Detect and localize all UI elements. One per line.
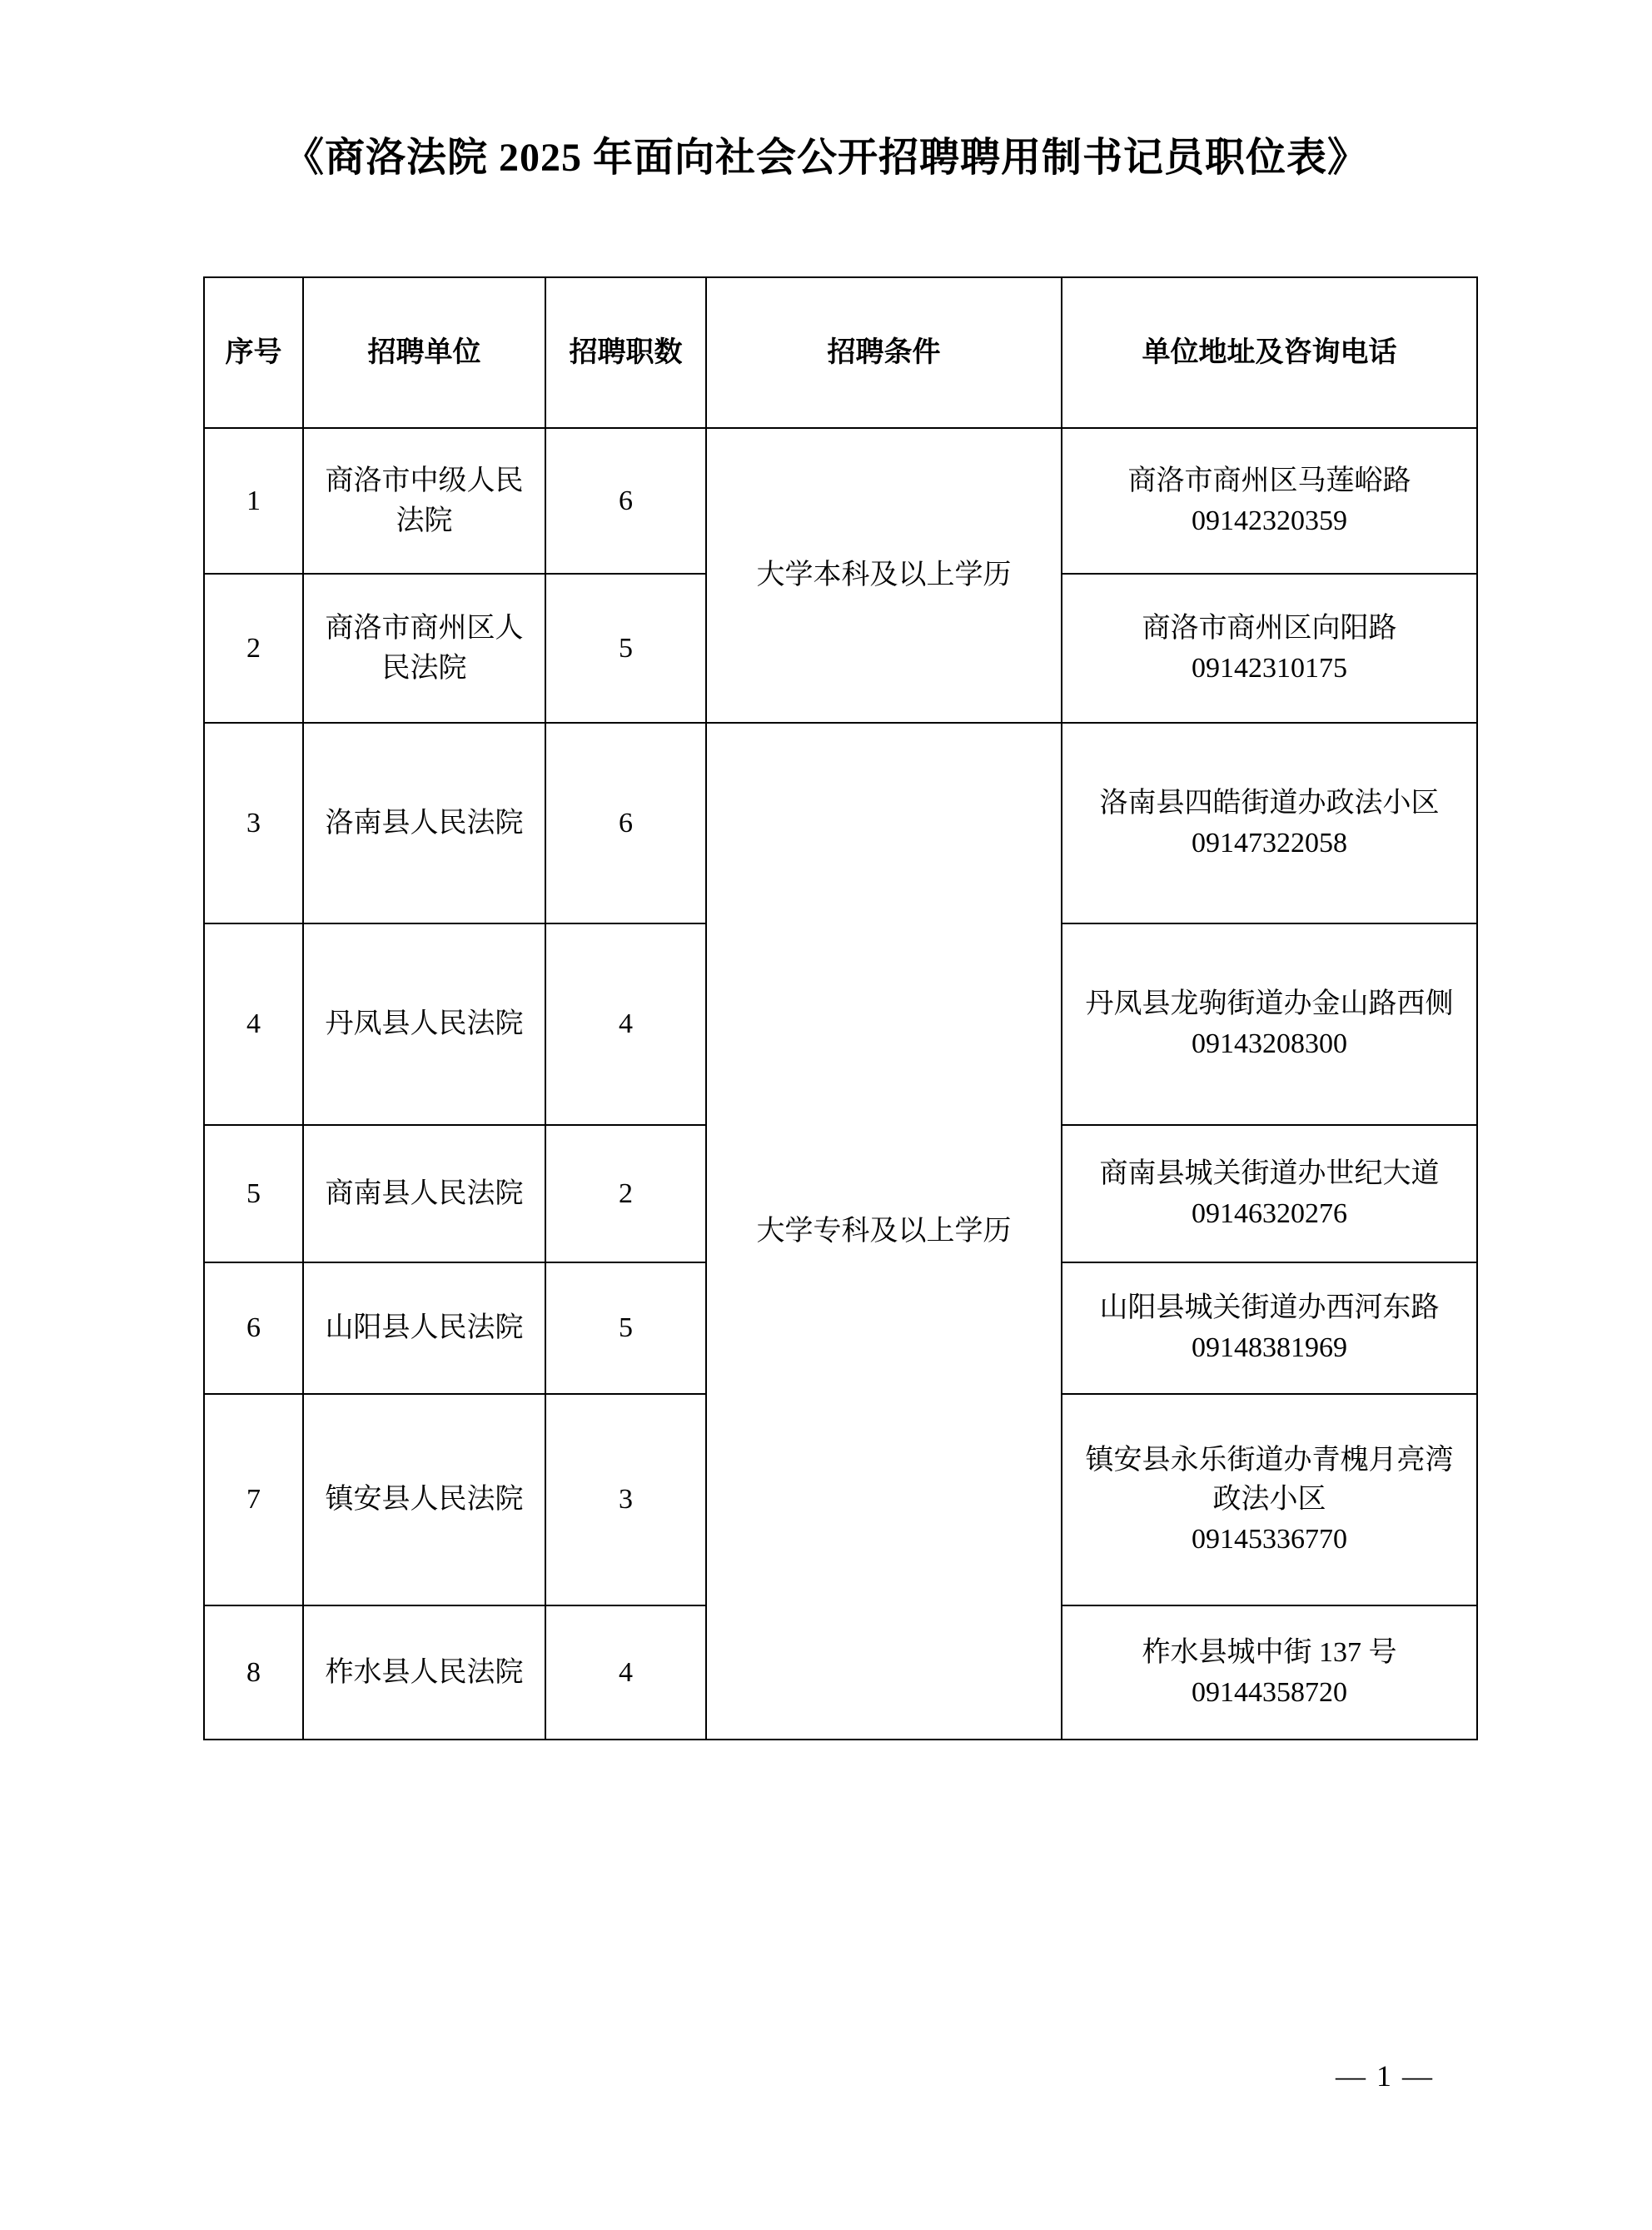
- recruitment-table: [203, 276, 1478, 1740]
- header-condition: 招聘条件: [706, 277, 1062, 428]
- cell-unit: 商洛市商州区人民法院: [303, 574, 545, 723]
- cell-unit: 洛南县人民法院: [303, 723, 545, 923]
- cell-count: 2: [545, 1125, 706, 1262]
- cell-unit: 柞水县人民法院: [303, 1605, 545, 1740]
- address-text: 商洛市商州区马莲峪路: [1127, 465, 1411, 496]
- cell-unit: 丹凤县人民法院: [303, 923, 545, 1125]
- cell-condition-group-2: 大学专科及以上学历: [706, 723, 1062, 1740]
- cell-unit: 山阳县人民法院: [303, 1262, 545, 1394]
- table-header-row: [204, 277, 1477, 428]
- cell-address: [1062, 428, 1477, 574]
- address-text: 洛南县四皓街道办政法小区: [1099, 787, 1440, 819]
- cell-seq: 3: [204, 723, 303, 923]
- cell-address: [1062, 1394, 1477, 1605]
- cell-seq: 8: [204, 1605, 303, 1740]
- cell-seq: 6: [204, 1262, 303, 1394]
- phone-text: 09148381969: [1192, 1332, 1347, 1363]
- cell-unit: 镇安县人民法院: [303, 1394, 545, 1605]
- address-text: 丹凤县龙驹街道办金山路西侧: [1085, 988, 1454, 1020]
- cell-address: [1062, 723, 1477, 923]
- cell-count: 5: [545, 1262, 706, 1394]
- page-number: — 1 —: [1336, 2059, 1434, 2093]
- document-title: 《商洛法院 2025 年面向社会公开招聘聘用制书记员职位表》: [283, 136, 1368, 180]
- address-text: 商南县城关街道办世纪大道: [1099, 1157, 1440, 1189]
- header-count: 招聘职数: [545, 277, 706, 428]
- phone-text: 09147322058: [1192, 827, 1347, 859]
- phone-text: 09146320276: [1192, 1197, 1347, 1229]
- phone-text: 09145336770: [1192, 1523, 1347, 1555]
- table-row: [204, 723, 1477, 923]
- cell-address: [1062, 574, 1477, 723]
- cell-address: [1062, 1605, 1477, 1740]
- address-text: 柞水县城中街 137 号: [1142, 1636, 1397, 1668]
- cell-count: 6: [545, 723, 706, 923]
- cell-count: 4: [545, 923, 706, 1125]
- cell-address: [1062, 1262, 1477, 1394]
- cell-address: [1062, 923, 1477, 1125]
- cell-condition-group-1: 大学本科及以上学历: [706, 428, 1062, 723]
- cell-seq: 7: [204, 1394, 303, 1605]
- header-address: 单位地址及咨询电话: [1062, 277, 1477, 428]
- cell-seq: 4: [204, 923, 303, 1125]
- table-row: [204, 428, 1477, 574]
- cell-count: 3: [545, 1394, 706, 1605]
- cell-address: [1062, 1125, 1477, 1262]
- cell-seq: 1: [204, 428, 303, 574]
- header-seq: 序号: [204, 277, 303, 428]
- cell-seq: 5: [204, 1125, 303, 1262]
- cell-count: 6: [545, 428, 706, 574]
- phone-text: 09143208300: [1192, 1028, 1347, 1059]
- phone-text: 09142320359: [1192, 505, 1347, 536]
- cell-unit: 商洛市中级人民法院: [303, 428, 545, 574]
- cell-count: 4: [545, 1605, 706, 1740]
- phone-text: 09144358720: [1192, 1676, 1347, 1708]
- address-text: 镇安县永乐街道办青槐月亮湾政法小区: [1085, 1444, 1454, 1516]
- cell-unit: 商南县人民法院: [303, 1125, 545, 1262]
- address-text: 山阳县城关街道办西河东路: [1099, 1292, 1440, 1324]
- header-unit: 招聘单位: [303, 277, 545, 428]
- cell-seq: 2: [204, 574, 303, 723]
- cell-count: 5: [545, 574, 706, 723]
- address-text: 商洛市商州区向阳路: [1142, 612, 1397, 644]
- phone-text: 09142310175: [1192, 652, 1347, 684]
